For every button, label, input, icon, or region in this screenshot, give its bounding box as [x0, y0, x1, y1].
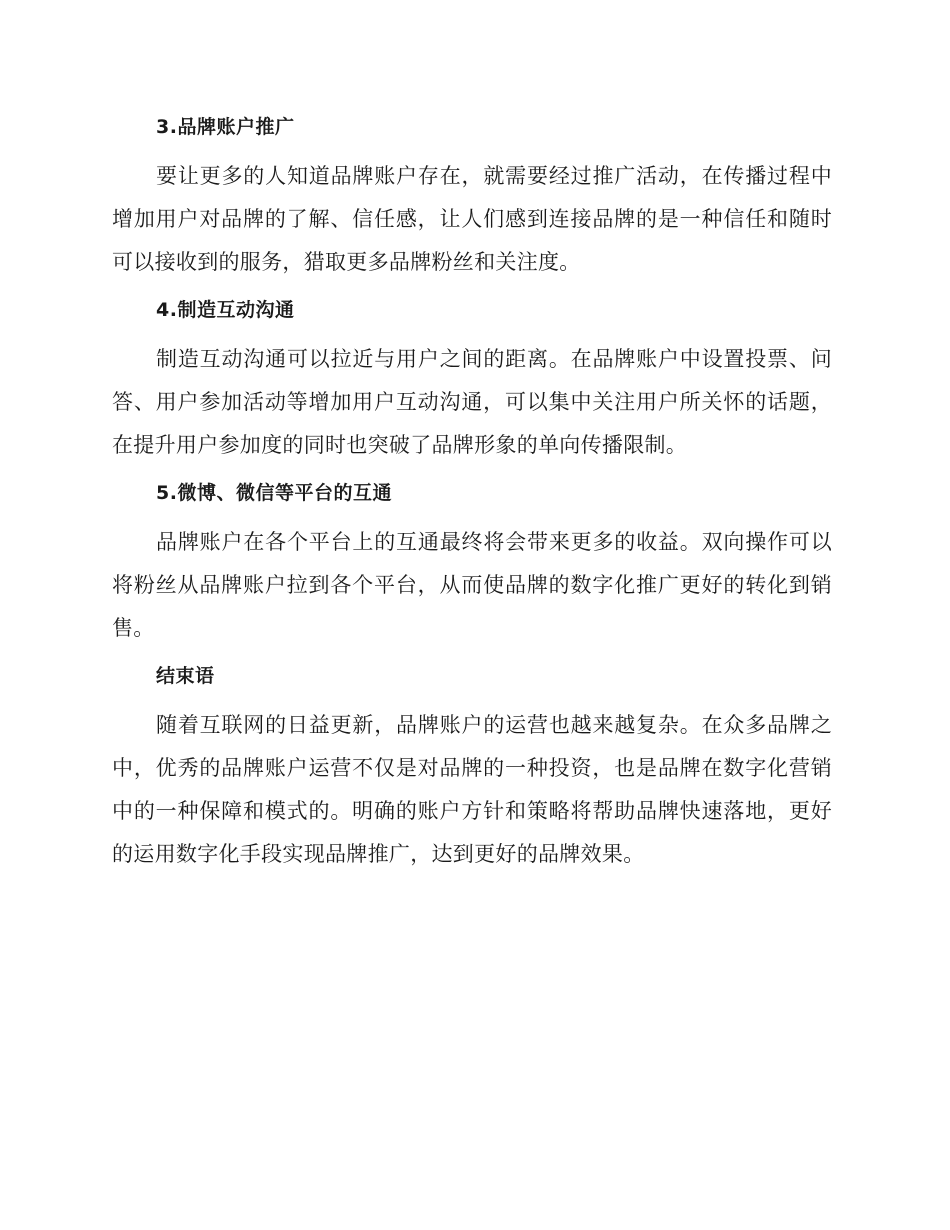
- section-paragraph: 品牌账户在各个平台上的互通最终将会带来更多的收益。双向操作可以将粉丝从品牌账户拉到各个平台，从而使品牌的数字化推广更好的转化到销售。: [112, 530, 832, 640]
- section-heading: 3.品牌账户推广: [156, 116, 295, 138]
- section-heading: 4.制造互动沟通: [156, 299, 295, 321]
- document-page: [112, 108, 832, 883]
- section-paragraph: 随着互联网的日益更新，品牌账户的运营也越来越复杂。在众多品牌之中，优秀的品牌账户运营不仅是对品牌的一种投资，也是品牌在数字化营销中的一种保障和模式的。明确的账户方针和策略将帮助品牌快速落地，更好的运用数字化手段实现品牌推广，达到更好的品牌效果。: [112, 713, 832, 866]
- section-conclusion: [112, 657, 832, 876]
- section-heading: 5.微博、微信等平台的互通: [156, 482, 392, 504]
- section-brand-account-promotion: [112, 108, 832, 284]
- section-paragraph: 制造互动沟通可以拉近与用户之间的距离。在品牌账户中设置投票、问答、用户参加活动等增加用户互动沟通，可以集中关注用户所关怀的话题，在提升用户参加度的同时也突破了品牌形象的单向传播限制。: [112, 347, 832, 457]
- section-platform-interoperability: [112, 474, 832, 650]
- section-heading: 结束语: [156, 665, 215, 687]
- section-interactive-communication: [112, 291, 832, 467]
- section-paragraph: 要让更多的人知道品牌账户存在，就需要经过推广活动，在传播过程中增加用户对品牌的了解、信任感，让人们感到连接品牌的是一种信任和随时可以接收到的服务，猎取更多品牌粉丝和关注度。: [112, 164, 832, 274]
